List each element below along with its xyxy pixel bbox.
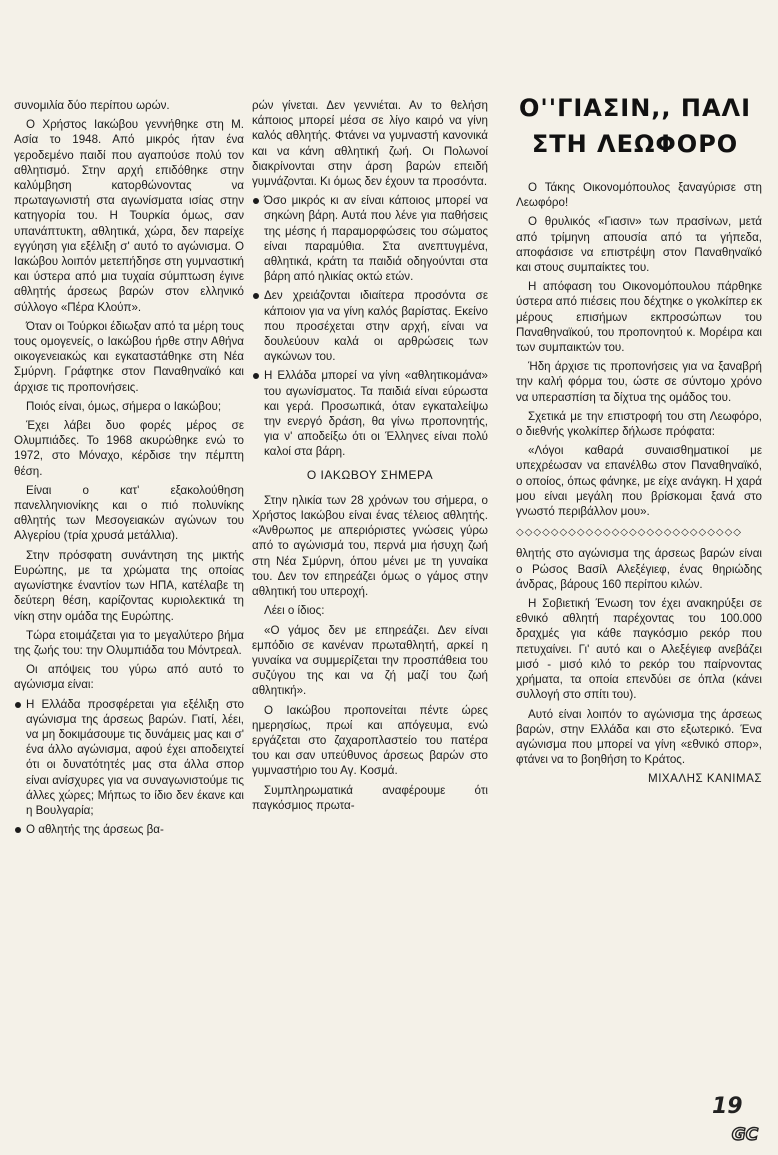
paragraph: Είναι ο κατ' εξακολούθηση πανελληνιονίκης και ο πιό πολυνίκης αθλητής των Μεσογειακών αγώνων του Αλγερίου (τρία χρυσά μετάλλια). xyxy=(14,483,244,543)
bullet-point: Ο αθλητής της άρσεως βα- xyxy=(14,822,244,837)
paragraph: Ο Ιακώβου προπονείται πέντε ώρες ημερησίως, πρωί και απόγευμα, ενώ εργάζεται στο ζαχαροπλαστείο του πατέρα του και σαν υπεύθυνος άρσεως βαρών στο γυμναστήριο του Αγ. Κοσμά. xyxy=(252,703,488,778)
bullet-point: Η Ελλάδα μπορεί να γίνη «αθλητικομάνα» του αγωνίσματος. Τα παιδιά είναι εύρωστα και γερά. Προσωπικά, όταν εγκαταλείψω την ενεργό δράση, θα γίνω προπονητής, για ν' αποδείξω ότι οι Έλληνες είναι πολύ καλοί στα βάρη. xyxy=(252,368,488,459)
bullet-point: Δεν χρειάζονται ιδιαίτερα προσόντα σε κάποιον για να γίνη καλός βαρίστας. Εκείνο που προσέχεται στην αρχή, είναι να δουλεύουν καλά οι αρθρώσεις των αγκώνων του. xyxy=(252,288,488,364)
headline-line-2: ΣΤΗ ΛΕΩΦΟΡΟ xyxy=(531,130,739,158)
paragraph: Στην πρόσφατη συνάντηση της μικτής Ευρώπης, με τα χρώματα της οποίας αγωνίστηκε έναντίον των ΗΠΑ, κατέλαβε τη δεύτερη θέση, καρίζοντας κυριολεκτικά τη νίκη στην ομάδα της Ευρώπης. xyxy=(14,548,244,623)
paragraph: Λέει ο ίδιος: xyxy=(264,604,325,618)
paragraph: Σχετικά με την επιστροφή του στη Λεωφόρο, ο διεθνής γκολκίπερ δήλωσε πρόφατα: xyxy=(516,409,762,439)
bullet-point: Η Ελλάδα προσφέρεται για εξέλιξη στο αγώνισμα της άρσεως βαρών. Γιατί, λέει, να μη δοκιμάσουμε τις δυνάμεις μας και σ' ένα άλλο αγώνισμα, αφού έχει αποδειχτεί ότι οι δυνατότητές μας στα άλλα σπορ είναι ανίσχυρες για να συναγωνιστούμε τις άλλες χώρες; Μήπως το ίδιο δεν έκανε και η Βουλγαρία; xyxy=(14,697,244,819)
page-number: 19 xyxy=(712,1094,743,1119)
paragraph: «Λόγοι καθαρά συναισθηματικοί με υπεχρέωσαν να επανέλθω στον Παναθηναϊκό, ο οποίος, όπως φάνηκε, με είχε ανάγκη. Η χαρά μου είναι μεγάλη που βρίσκομαι ξανά στο γνωστό περιβάλλον μου». xyxy=(516,444,762,519)
paragraph: Η απόφαση του Οικονομόπουλου πάρθηκε ύστερα από πιέσεις που δέχτηκε ο γκολκίπερ εκ μέρους επισήμων εκπροσώπων του Παναθηναϊκού, του προπονητού κ. Μορέιρα και των συμπαικτών του. xyxy=(516,280,762,355)
paragraph: Συμπληρωματικά αναφέρουμε ότι παγκόσμιος πρωτα- xyxy=(252,783,488,812)
paragraph: Στην ηλικία των 28 χρόνων του σήμερα, ο Χρήστος Ιακώβου είναι ένας τέλειος αθλητής. «Άνθρωπος με απεριόριστες γνώσεις γύρω από το αγώνισμά του, περνά μια ήσυχη ζωή στη Νέα Σμύρνη, όπου μένει με τη γυναίκα του. Δεν τον επηρεάζει όμως ο γάμος στην αθλητική του υπεροχή. xyxy=(252,493,488,599)
paragraph: Οι απόψεις του γύρω από αυτό το αγώνισμα είναι: xyxy=(14,663,244,692)
paragraph: «Ο γάμος δεν με επηρεάζει. Δεν είναι εμπόδιο σε κανέναν πρωταθλητή, αρκεί η γυναίκα να συμμερίζεται την προσπάθεια του συζύγου της και να ζή μαζί του ζωή αθλητική». xyxy=(252,623,488,698)
section-divider: ◇◇◇◇◇◇◇◇◇◇◇◇◇◇◇◇◇◇◇◇◇◇◇◇◇◇ xyxy=(516,527,742,539)
author-signature: ΜΙΧΑΛΗΣ ΚΑΝΙΜΑΣ xyxy=(648,772,762,786)
article-headline xyxy=(510,90,760,162)
paragraph: Όταν οι Τούρκοι έδιωξαν από τα μέρη τους τους ομογενείς, ο Ιακώβου ήρθε στην Αθήνα οικογενειακώς και εγκαταστάθηκε στη Νέα Σμύρνη. Γράφτηκε στον Παναθηναϊκό και άρχισε τις προπονήσεις. xyxy=(14,319,244,394)
bullet-point: Όσο μικρός κι αν είναι κάποιος μπορεί να σηκώνη βάρη. Αυτά που λένε για παθήσεις της μέσης ή παραμορφώσεις του σώματος είναι παραμύθια. Στα ανεπτυγμένα, αθλητικά, κράτη τα παιδιά οδηγούνται στα βάρη από ηλικίας οκτώ ετών. xyxy=(252,193,488,284)
paragraph: συνομιλία δύο περίπου ωρών. xyxy=(14,99,170,112)
section-subheading: Ο ΙΑΚΩΒΟΥ ΣΗΜΕΡΑ xyxy=(306,467,434,482)
paragraph: Ο Χρήστος Ιακώβου γεννήθηκε στη Μ. Ασία το 1948. Από μικρός ήταν ένα γεροδεμένο παιδί που αγαπούσε πολύ τον αθλητισμό. Στην αρχή επιδόθηκε στην καλύμβηση κατορθώνοντας να πρωταγωνιστή στα αγωνίσματα ισίας στην κατηγορία του. Η Τουρκία όμως, σαν υπανάπτυκτη, αθλητικά, χώρα, δεν παρείχε εγγύηση για εξέλιξη σ' αυτό το αγώνισμα. Ο Ιακώβου λοιπόν μετεπήδησε στη γυμναστική και ύστερα από μια τυχαία σύμπτωση έγινε αθλητής άρσεως βαρών στον ελληνικό σύλλογο «Πέρα Κλούπ». xyxy=(14,118,244,314)
paragraph: Ήδη άρχισε τις προπονήσεις για να ξαναβρή την καλή φόρμα του, ώστε σε σύντομο χρόνο να υπερασπίση τα δίχτυα της ομάδος του. xyxy=(516,360,762,404)
logo-text: GC xyxy=(731,1125,759,1145)
article-column-3 xyxy=(516,180,762,791)
paragraph: Ποιός είναι, όμως, σήμερα ο Ιακώβου; xyxy=(26,399,222,413)
gc-logo-icon xyxy=(728,1122,762,1146)
paragraph: Η Σοβιετική Ένωση τον έχει ανακηρύξει σε εθνικό αθλητή παρέχοντας του 100.000 δραχμές για κάθε παγκόσμιο ρεκόρ που πετυχαίνει. Γι' αυτό και ο Αλεξέγιεφ ανεβάζει μισό - μισό κιλό το ρεκόρ του παίρνοντας χρήματα, τα οποία επενδύει σε όπλα (κάνει συλλογή στο σπίτι του). xyxy=(516,597,762,702)
article-column-2 xyxy=(252,98,488,817)
paragraph: Ο θρυλικός «Γιασιν» των πρασίνων, μετά από τρίμηνη απουσία από τα γήπεδα, αποφάσισε να επιστρέψη στον Παναθηναϊκό και στους συμπαίκτες του. xyxy=(516,215,762,275)
paragraph: ρών γίνεται. Δεν γεννιέται. Αν το θελήση κάποιος μπορεί μέσα σε λίγο καιρό να γίνη καλός αθλητής. Φτάνει να γυμναστή κανονικά και να κάνη αθλητική ζωή. Οι Πολωνοί διακρίνονται στην άρση βαρών επειδή γυμνάζονται. Κι όμως δεν έχουν τα προσόντα. xyxy=(252,99,488,189)
paragraph: θλητής στο αγώνισμα της άρσεως βαρών είναι ο Ρώσος Βασίλ Αλεξέγιεφ, ένας θηριώδης άνδρας, βάρους 160 περίπου κιλών. xyxy=(516,547,762,591)
paragraph: Τώρα ετοιμάζεται για το μεγαλύτερο βήμα της ζωής του: την Ολυμπιάδα του Μόντρεαλ. xyxy=(14,628,244,657)
paragraph: Αυτό είναι λοιπόν το αγώνισμα της άρσεως βαρών, στην Ελλάδα και στο εξωτερικό. Ένα αγώνισμα που μπορεί να γίνη «εθνικό σπορ», φτάνει να το βοηθήση το Κράτος. xyxy=(516,707,762,767)
article-column-1 xyxy=(14,98,244,841)
paragraph: Έχει λάβει δυο φορές μέρος σε Ολυμπιάδες. Το 1968 ακυρώθηκε ενώ το 1972, στο Μόναχο, κέρδισε την πέμπτη θέση. xyxy=(14,419,244,478)
headline-line-1: Ο''ΓΙΑΣΙΝ,, ΠΑΛΙ xyxy=(518,94,752,122)
paragraph: Ο Τάκης Οικονομόπουλος ξαναγύρισε στη Λεωφόρο! xyxy=(516,181,762,210)
